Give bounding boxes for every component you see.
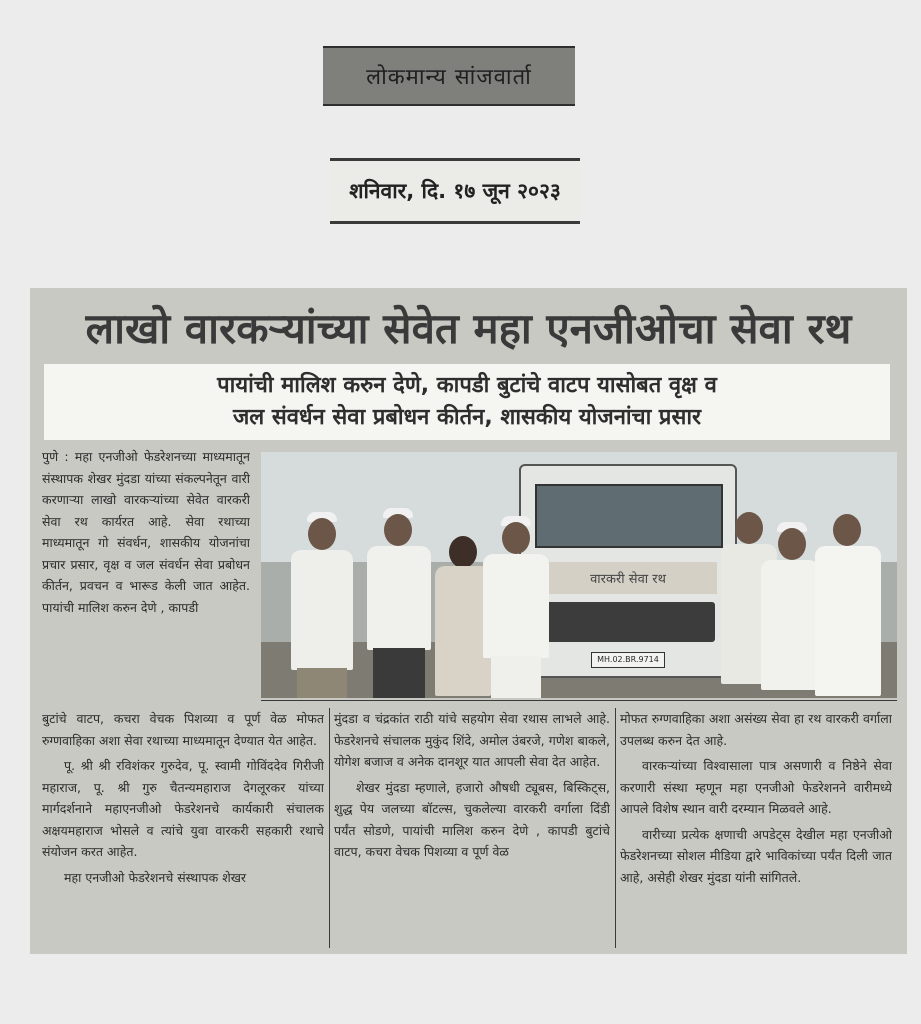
col2-paragraph-2: शेखर मुंदडा म्हणाले, हजारो औषधी ट्यूबस, बिस्किट्स, शुद्ध पेय जलच्या बॉटल्स, चुकलेल्या वारकरी वर्गाला दिंडी पर्यंत सोडणे, पायांची मालिश करुन देणे , कापडी बुटांचे वाटप, कचरा वेचक पिशव्या व पूर्ण वेळ bbox=[334, 779, 610, 859]
article-photo bbox=[261, 452, 897, 698]
subhead-line-2: जल संवर्धन सेवा प्रबोधन कीर्तन, शासकीय योजनांचा प्रसार bbox=[232, 405, 702, 430]
col1-paragraph-1-cont: बुटांचे वाटप, कचरा वेचक पिशव्या व पूर्ण वेळ मोफत रुग्णवाहिका अशा सेवा रथाच्या माध्यमातून देण्यात येत आहेत. bbox=[42, 711, 324, 748]
article-headline: लाखो वारकऱ्यांच्या सेवेत महा एनजीओचा सेवा रथ bbox=[85, 303, 852, 353]
column-rule-1 bbox=[329, 708, 330, 948]
truck-grille bbox=[541, 602, 715, 642]
col2-paragraph-1: मुंदडा व चंद्रकांत राठी यांचे सहयोग सेवा रथास लाभले आहे. फेडरेशनचे संचालक मुकुंद शिंदे, अमोल उंबरजे, गणेश बाकले, योगेश बजाज व अनेक दानशूर यात आपली सेवा देत आहेत. bbox=[334, 711, 610, 769]
newspaper-masthead bbox=[323, 46, 575, 106]
truck-number-plate: MH.02.BR.9714 bbox=[591, 652, 665, 668]
column-1-bottom bbox=[42, 708, 324, 952]
col1-paragraph-1: पुणे : महा एनजीओ फेडरेशनच्या माध्यमातून संस्थापक शेखर मुंदडा यांच्या संकल्पनेतून वारी करणाऱ्या लाखो वारकऱ्यांच्या सेवेत वारकरी सेवा रथ कार्यरत आहे. सेवा रथाच्या माध्यमातून गो संवर्धन, शासकीय योजनांचा प्रचार प्रसार, वृक्ष व जल संवर्धन सेवा प्रबोधन कीर्तन, प्रवचन व भारूड केली जात आहेत. पायांची मालिश करुन देणे , कापडी bbox=[42, 449, 250, 615]
truck-banner: वारकरी सेवा रथ bbox=[539, 562, 717, 594]
masthead-title: लोकमान्य सांजवार्ता bbox=[366, 65, 532, 90]
subhead-line-1: पायांची मालिश करुन देणे, कापडी बुटांचे वाटप यासोबत वृक्ष व bbox=[217, 373, 717, 399]
column-2 bbox=[334, 708, 610, 952]
seva-rath-truck bbox=[519, 464, 737, 678]
dateline bbox=[330, 158, 580, 224]
col1-paragraph-3: महा एनजीओ फेडरेशनचे संस्थापक शेखर bbox=[64, 869, 247, 885]
column-3 bbox=[620, 708, 892, 952]
news-clipping bbox=[30, 288, 907, 954]
col1-paragraph-2: पू. श्री श्री रविशंकर गुरुदेव, पू. स्वामी गोविंददेव गिरीजी महाराज, पू. श्री गुरु चैतन्यमहाराज देगलूरकर यांच्या मार्गदर्शनाने महाएनजीओ फेडरेशनचे कार्यकारी संचालक अक्षयमहाराज भोसले व त्यांचे युवा वारकरी सहकारी रथाचे संयोजन करत आहेत. bbox=[42, 758, 324, 859]
photo-bottom-rule bbox=[261, 700, 897, 701]
col3-paragraph-2: वारकऱ्यांच्या विश्वासाला पात्र असणारी व निष्ठेने सेवा करणारी संस्था म्हणून महा एनजीओ फेडरेशनने वारीमध्ये आपले विशेष स्थान वारी दरम्यान मिळवले आहे. bbox=[620, 758, 892, 816]
dateline-text: शनिवार, दि. १७ जून २०२३ bbox=[349, 179, 561, 203]
column-1-top bbox=[42, 446, 250, 708]
article-subhead bbox=[44, 364, 890, 440]
col3-paragraph-1: मोफत रुग्णवाहिका अशा असंख्य सेवा हा रथ वारकरी वर्गाला उपलब्ध करुन देत आहे. bbox=[620, 711, 892, 748]
col3-paragraph-3: वारीच्या प्रत्येक क्षणाची अपडेट्स देखील महा एनजीओ फेडरेशनच्या सोशल मीडिया द्वारे भाविकांच्या पर्यंत दिली जात आहे, असेही शेखर मुंदडा यांनी सांगितले. bbox=[620, 826, 892, 885]
truck-windshield bbox=[535, 484, 723, 548]
column-rule-2 bbox=[615, 708, 616, 948]
